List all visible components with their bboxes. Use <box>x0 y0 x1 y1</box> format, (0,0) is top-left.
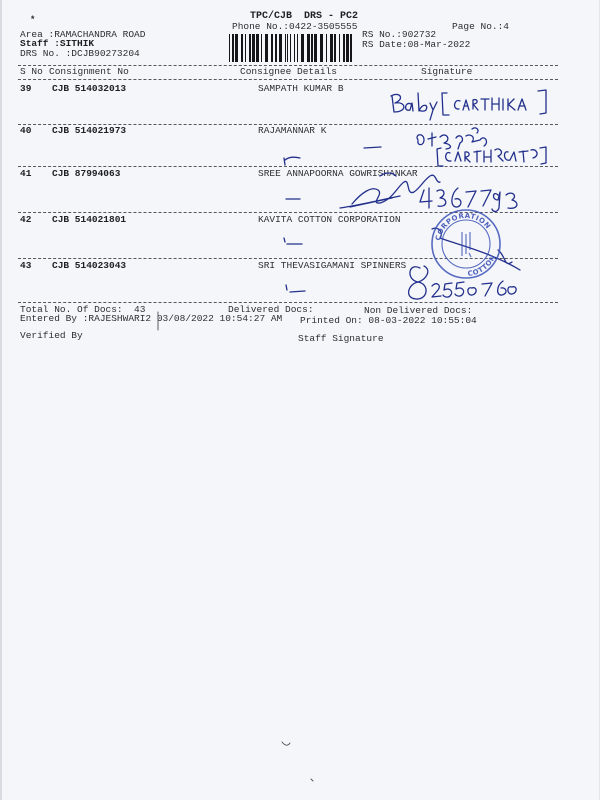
barcode-bar <box>279 34 282 62</box>
row-s-no: 39 <box>20 83 32 94</box>
barcode-bar <box>275 34 277 62</box>
row-s-no: 43 <box>20 260 32 271</box>
barcode-bar <box>334 34 336 62</box>
header-marker: * <box>30 15 36 25</box>
total-docs: Total No. Of Docs: 43 <box>20 304 146 315</box>
column-header-signature: Signature <box>421 66 473 77</box>
barcode-bar <box>294 34 295 62</box>
barcode-bar <box>330 34 333 62</box>
barcode-bar <box>320 34 323 62</box>
table-row <box>0 169 600 181</box>
row-consignment-no: CJB 514023043 <box>52 260 127 271</box>
stamp-top-text: CORPORATION <box>434 211 493 242</box>
page-number: Page No.:4 <box>452 21 510 32</box>
stamp-bottom-text: COTTON <box>467 253 498 279</box>
barcode-bar <box>350 34 352 62</box>
row-consignment-no: CJB 514021973 <box>52 125 127 136</box>
barcode-bar <box>245 34 246 62</box>
barcode-bar <box>249 34 251 62</box>
table-row <box>0 215 600 227</box>
table-row <box>0 126 600 138</box>
column-header-consignment-no: Consignment No <box>49 66 129 77</box>
barcode-bar <box>346 34 349 62</box>
table-row <box>0 84 600 96</box>
barcode-bar <box>229 34 230 62</box>
row-s-no: 42 <box>20 214 32 225</box>
barcode-bar <box>307 34 310 62</box>
barcode-bar <box>252 34 255 62</box>
barcode-bar <box>271 34 273 62</box>
row-consignee: SRI THEVASIGAMANI SPINNERS <box>258 260 407 271</box>
delivered-docs: Delivered Docs: <box>228 304 314 315</box>
barcode-bar <box>301 34 304 62</box>
area: Area :RAMACHANDRA ROAD <box>20 29 146 40</box>
row-consignee: RAJAMANNAR K <box>258 125 327 136</box>
non-delivered-docs: Non Delivered Docs: <box>364 305 473 316</box>
barcode-bar <box>287 34 288 62</box>
table-row <box>0 261 600 273</box>
rs-number: RS No.:902732 <box>362 29 437 40</box>
divider <box>18 166 558 167</box>
divider <box>18 258 558 259</box>
row-consignee: KAVITA COTTON CORPORATION <box>258 214 401 225</box>
barcode-bar <box>235 34 238 62</box>
printed-on: Printed On: 08-03-2022 10:55:04 <box>300 315 477 326</box>
row-consignee: SREE ANNAPOORNA GOWRISHANKAR <box>258 168 418 179</box>
row-consignment-no: CJB 514021801 <box>52 214 127 225</box>
barcode-bar <box>343 34 345 62</box>
drs-number: DRS No. :DCJB90273204 <box>20 48 140 59</box>
barcode-bar <box>285 34 286 62</box>
barcode-bar <box>265 34 268 62</box>
row-consignee: SAMPATH KUMAR B <box>258 83 344 94</box>
barcode-bar <box>297 34 298 62</box>
barcode-bar <box>314 34 317 62</box>
divider <box>18 79 558 80</box>
barcode-bar <box>232 34 234 62</box>
staff-signature-label: Staff Signature <box>298 333 384 344</box>
verified-by: Verified By <box>20 330 83 341</box>
phone-number: Phone No.:0422-3505555 <box>232 21 358 32</box>
row-s-no: 41 <box>20 168 32 179</box>
barcode <box>229 34 353 62</box>
barcode-bar <box>256 34 259 62</box>
divider <box>18 212 558 213</box>
barcode-bar <box>326 34 327 62</box>
stray-marks <box>158 312 313 781</box>
barcode-bar <box>339 34 340 62</box>
barcode-bar <box>261 34 262 62</box>
barcode-bar <box>241 34 243 62</box>
row-s-no: 40 <box>20 125 32 136</box>
sheet-title: TPC/CJB DRS - PC2 <box>250 11 359 22</box>
divider <box>18 302 558 303</box>
rs-date: RS Date:08-Mar-2022 <box>362 39 471 50</box>
barcode-bar <box>311 34 313 62</box>
row-consignment-no: CJB 514032013 <box>52 83 127 94</box>
staff-name: Staff :SITHIK <box>20 38 95 49</box>
entered-by: Entered By :RAJESHWARI2 03/08/2022 10:54:27 AM <box>20 313 283 324</box>
column-header-consignee-details: Consignee Details <box>240 66 337 77</box>
barcode-bar <box>290 34 291 62</box>
column-header-s-no: S No <box>20 66 43 77</box>
row-consignment-no: CJB 87994063 <box>52 168 121 179</box>
